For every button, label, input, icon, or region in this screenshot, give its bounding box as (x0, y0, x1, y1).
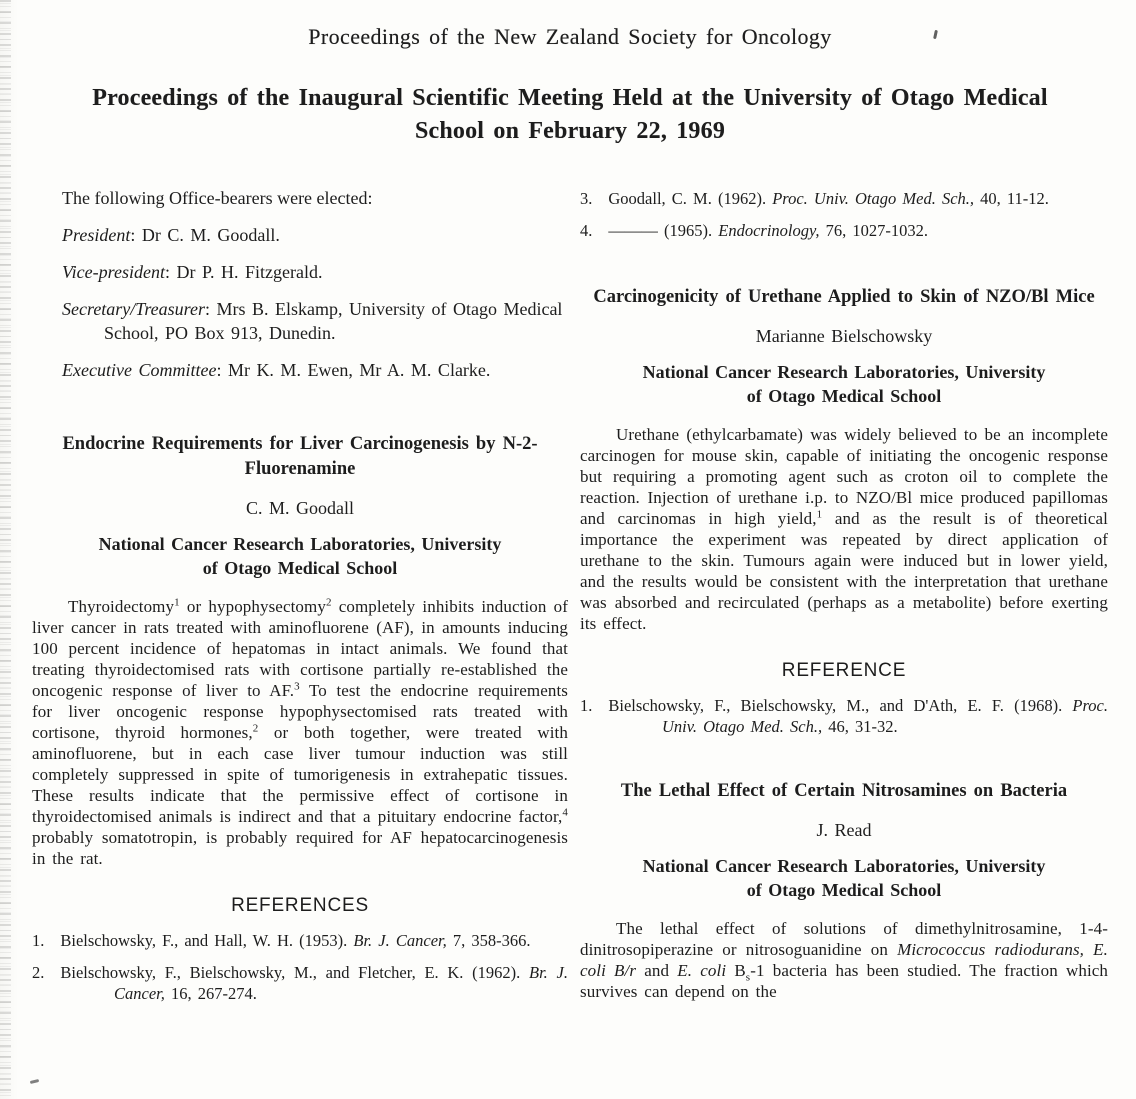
scan-artifact-speck (30, 1079, 39, 1084)
scan-artifact-left-edge (0, 0, 11, 1099)
officer-detail: : Mr K. M. Ewen, Mr A. M. Clarke. (216, 360, 491, 380)
reference-text: ——— (1965). Endocrinology, 76, 1027-1032. (608, 221, 929, 240)
reference-item (580, 188, 1108, 209)
meeting-title: Proceedings of the Inaugural Scientific Meeting Held at the University of Otago Medical School on February 22, 1969 (92, 85, 1048, 144)
references-heading: REFERENCE (781, 660, 907, 681)
left-column (32, 186, 568, 1015)
article-carcinogenicity-urethane (580, 285, 1108, 737)
reference-number: 1. (580, 696, 593, 715)
reference-number: 3. (580, 189, 593, 208)
journal-title: Proceedings of the New Zealand Society for Oncology (308, 24, 832, 49)
reference-item (32, 962, 568, 1004)
article-author: Marianne Bielschowsky (755, 326, 933, 346)
article-abstract: Thyroidectomy$^1$ or hypophysectomy$^2$ completely inhibits induction of liver cancer in rats treated with aminofluorene (AF), in amounts inducing 100 percent incidence of hepatomas in intact animals. We found that treating thyroidectomised rats with cortisone partially re-established the oncogenic response of liver to AF.$^3$ To test the endocrine requirements for liver oncogenic response hypophysectomised rats treated with cortisone, thyroid hormones,$^2$ or both together, were treated with aminofluorene, but in each case liver tumour induction was still completely suppressed in spite of tumorigenesis in extrahepatic tissues. These results indicate that the permissive effect of cortisone in thyroidectomised animals is indirect and that a pituitary endocrine factor,$^4$ probably somatotropin, is probably required for AF hepatocarcinogenesis in the rat. (32, 596, 569, 868)
reference-item (580, 695, 1108, 737)
two-column-body (32, 186, 1108, 1015)
reference-number: 2. (32, 963, 45, 982)
reference-text: Bielschowsky, F., Bielschowsky, M., and D'Ath, E. F. (1968). Proc. Univ. Otago Med. Sch., 46, 31-32. (608, 696, 1108, 736)
reference-number: 4. (580, 221, 593, 240)
reference-number: 1. (32, 931, 45, 950)
officer-role: President (62, 225, 131, 245)
officer-detail: : Mrs B. Elskamp, University of Otago Medical School, PO Box 913, Dunedin. (104, 299, 563, 343)
article-author: J. Read (816, 820, 872, 840)
officer-role: Secretary/Treasurer (62, 299, 205, 319)
page-header (32, 24, 1108, 148)
article-author: C. M. Goodall (245, 498, 354, 518)
officer-entry-secretary-treasurer (32, 297, 568, 345)
article-abstract: Urethane (ethylcarbamate) was widely believed to be an incomplete carcinogen for mouse skin, capable of initiating the oncogenic response but requiring a promoting agent such as croton oil to complete the reaction. Injection of urethane i.p. to NZO/Bl mice produced papillomas and carcinomas in high yield,$^1$ and as the result is of theoretical importance the experiment was repeated by direct application of urethane to the skin. Tumours again were induced but in lower yield, and the results would be consistent with the interpretation that urethane was absorbed and recirculated (perhaps as a metabolite) before exerting its effect. (580, 425, 1108, 633)
reference-text: Bielschowsky, F., and Hall, W. H. (1953). Br. J. Cancer, 7, 358-366. (60, 931, 531, 950)
article-endocrine-requirements (32, 432, 568, 1004)
article-title: The Lethal Effect of Certain Nitrosamines on Bacteria (620, 781, 1068, 801)
officer-entry-executive-committee (32, 358, 568, 382)
reference-item (580, 220, 1108, 241)
article-title: Carcinogenicity of Urethane Applied to Skin of NZO/Bl Mice (593, 287, 1095, 307)
officer-entry-vice-president (32, 260, 568, 284)
officers-intro: The following Office-bearers were elected: (62, 188, 373, 208)
article-title: Endocrine Requirements for Liver Carcinogenesis by N-2-Fluorenamine (62, 434, 538, 479)
office-bearers-section (32, 186, 568, 382)
article-affiliation: National Cancer Research Laboratories, University of Otago Medical School (642, 362, 1046, 406)
officer-detail: : Dr P. H. Fitzgerald. (164, 262, 323, 282)
officer-role: Vice-president (62, 262, 165, 282)
right-column (580, 186, 1108, 1015)
article-abstract: The lethal effect of solutions of dimethylnitrosamine, 1-4-dinitrosopiperazine or nitrosoguanidine on Micrococcus radiodurans, E. coli B/r and E. coli $B_s-1$ bacteria has been studied. The fraction which survives can depend on the (580, 919, 1109, 1001)
officer-role: Executive Committee (62, 360, 217, 380)
article-affiliation: National Cancer Research Laboratories, University of Otago Medical School (642, 856, 1046, 900)
article-affiliation: National Cancer Research Laboratories, University of Otago Medical School (98, 534, 502, 578)
reference-text: Bielschowsky, F., Bielschowsky, M., and Fletcher, E. K. (1962). Br. J. Cancer, 16, 267-274. (60, 963, 568, 1003)
references-continued-section (580, 188, 1108, 241)
reference-text: Goodall, C. M. (1962). Proc. Univ. Otago Med. Sch., 40, 11-12. (608, 189, 1049, 208)
reference-item (32, 930, 568, 951)
article-lethal-effect-nitrosamines (580, 779, 1108, 1002)
officer-entry-president (32, 223, 568, 247)
officer-detail: : Dr C. M. Goodall. (130, 225, 280, 245)
references-heading: REFERENCES (231, 895, 369, 916)
